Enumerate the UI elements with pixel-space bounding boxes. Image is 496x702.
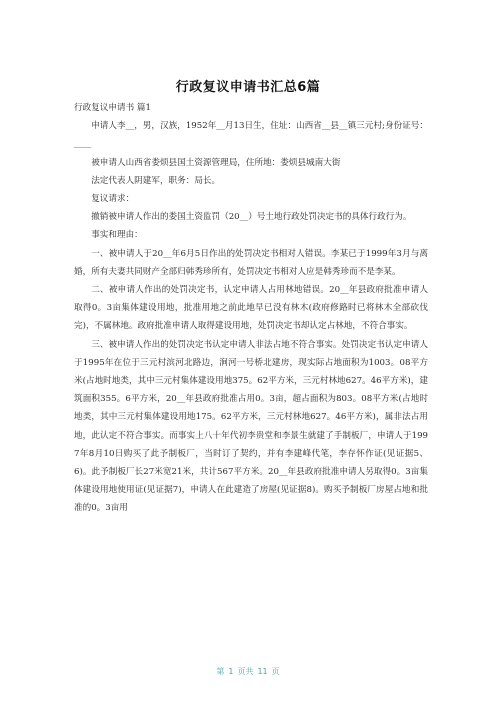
paragraph-reason-3: 三、被申请人作出的处罚决定书认定申请人非法占地不符合事实。处罚决定书认定申请人于1995年在位于三元村滨河北路边，涧河一号桥北建房，现实际占地面积为1003。08平方米(占地时地类，其中三元村集体建设用地375。62平方米，三元村林地627。46平方米)，建筑面积355。6平方米，20__年县政府批准占用0。3亩，超占面积为803。08平方米(占地时地类，其中三元村集体建设用地175。62平方米，三元村林地627。46平方米)，属非法占用地，此认定不符合事实。而事实上八十年代初李贵堂和李景生就建了手制板厂，申请人于1997年8月10日购买了此予制板厂，当时订了契约，并有李建峰代笔，李存怀作证(见证据5、6)。此予制板厂长27米宽21米，共计567平方米。20__年县政府批准申请人另取得0。3亩集体建设用地使用证(见证据7)，申请人在此建造了房屋(见证据8)。购买予制板厂房屋占地和批准的0。3亩用 (74, 339, 428, 514)
paragraph-legal-rep: 法定代表人阴建军，职务：局长。 (91, 175, 221, 186)
paragraph-request-heading: 复议请求： (91, 194, 135, 205)
footer-total-pages: 11 (257, 667, 268, 676)
paragraph-reason-2: 二、被申请人作出的处罚决定书，认定申请人占用林地错误。20__年县政府批准申请人取得0。3亩集体建设用地，批准用地之前此地早已没有林木(政府修路时已将林木全部砍伐完)，不属林地。政府批准申请人取得建设用地，处罚决定书却认定占林地，不符合事实。 (74, 285, 428, 332)
paragraph-facts-heading: 事实和理由： (91, 230, 143, 241)
section-heading: 行政复议申请书 篇1 (74, 103, 151, 113)
paragraph-reason-1: 一、被申请人于20__年6月5日作出的处罚决定书相对人错误。李某已于1999年3月与离婚，所有夫妻共同财产全部归韩秀珍所有，处罚决定书相对人应是韩秀珍而不是李某。 (74, 248, 428, 277)
paragraph-respondent: 被申请人山西省娄烦县国土资源管理局，住所地：娄烦县城南大街 (91, 157, 341, 168)
document-title: 行政复议申请书汇总6篇 (175, 80, 321, 95)
paragraph-request: 撤销被申请人作出的娄国土资监罚（20__）号土地行政处罚决定书的具体行政行为。 (91, 212, 412, 223)
page-footer (0, 666, 496, 677)
document-body (74, 99, 428, 518)
footer-mid: 页共 (237, 667, 254, 676)
footer-suffix: 页 (271, 667, 280, 676)
footer-page-number: 1 (228, 667, 234, 676)
paragraph-applicant: 申请人李__，男，汉族，1952年__月13日生，住址：山西省__县__镇三元村;身份证号：____ (74, 121, 428, 150)
footer-prefix: 第 (216, 667, 225, 676)
